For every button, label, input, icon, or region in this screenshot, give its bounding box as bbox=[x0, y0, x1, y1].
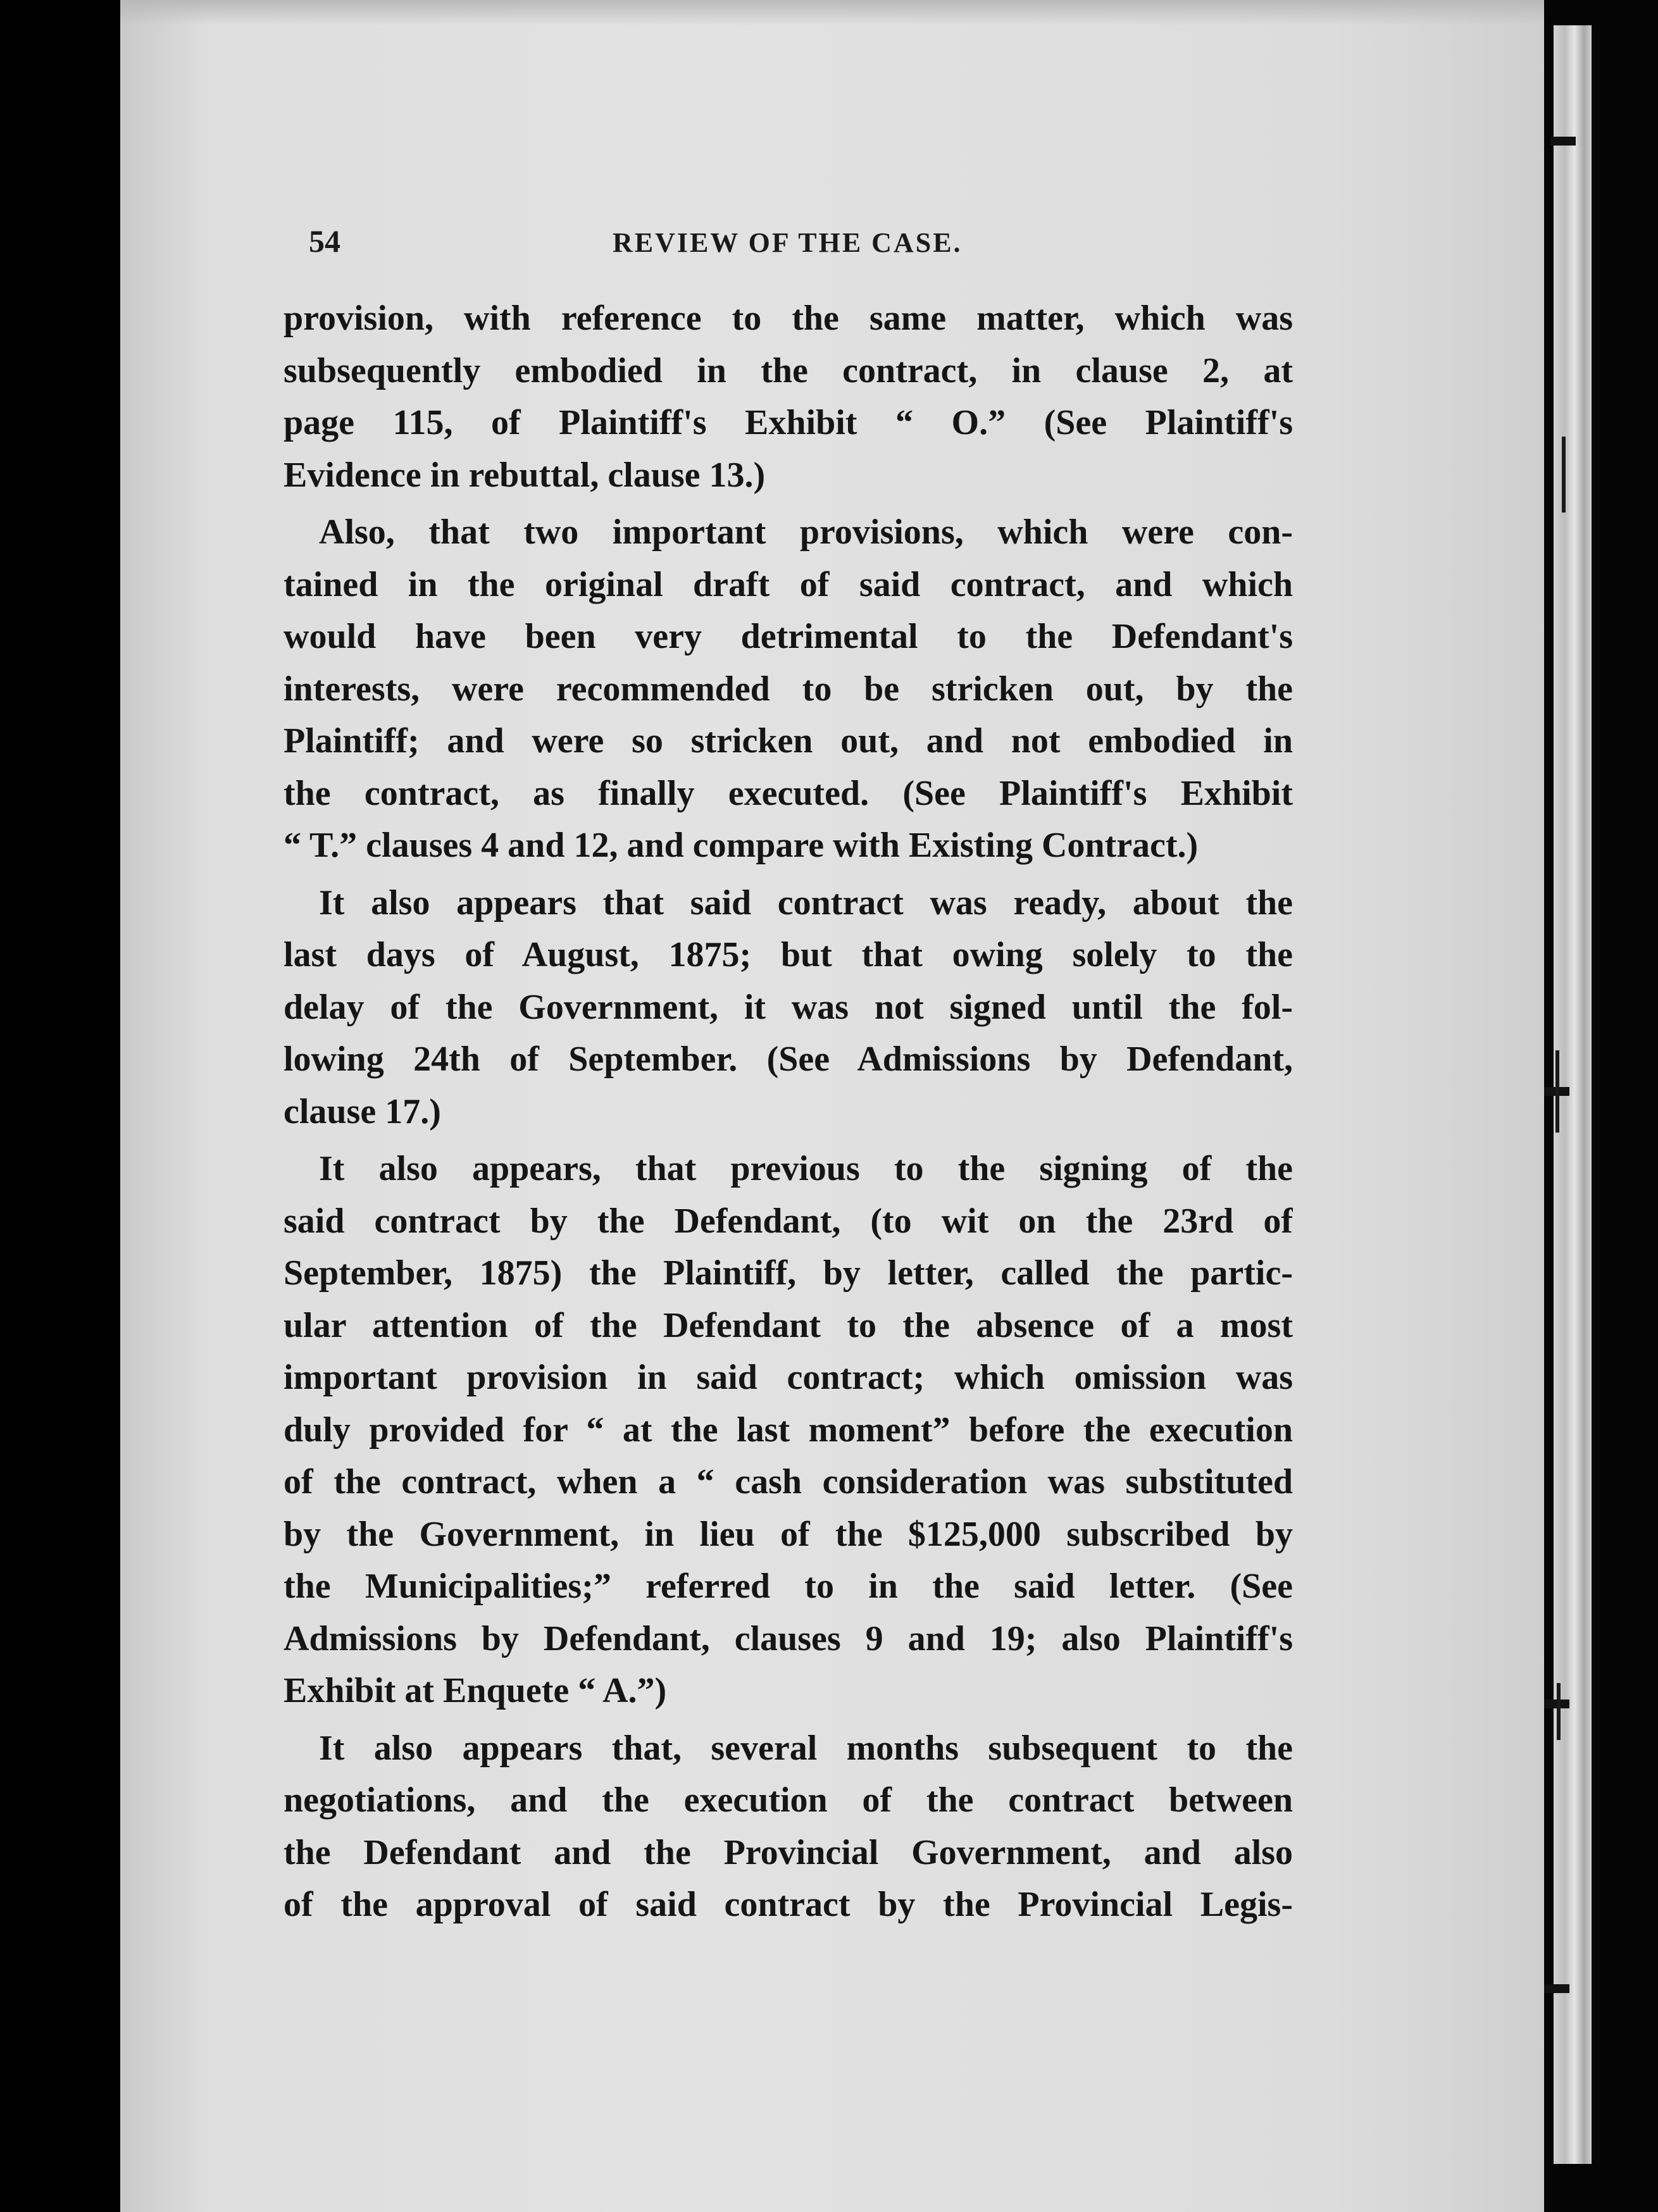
binding-thread bbox=[1555, 1050, 1559, 1133]
paragraph-4 bbox=[284, 1143, 1293, 1717]
text-line: provision, with reference to the same matter, which was bbox=[284, 299, 1293, 338]
text-line: ular attention of the Defendant to the absence of a most bbox=[284, 1305, 1293, 1345]
text-line: Plaintiff; and were so stricken out, and not embodied in bbox=[284, 721, 1293, 761]
text-line: Admissions by Defendant, clauses 9 and 19; also Plaintiff's bbox=[284, 1619, 1293, 1658]
text-line: “ T.” clauses 4 and 12, and compare with Existing Contract.) bbox=[284, 826, 1199, 865]
binding-thread bbox=[1562, 437, 1566, 513]
text-line: would have been very detrimental to the Defendant's bbox=[284, 617, 1293, 656]
binding-stitch bbox=[1544, 1984, 1569, 1993]
text-line: the Defendant and the Provincial Government, and also bbox=[284, 1832, 1293, 1872]
page-shadow bbox=[120, 0, 1544, 25]
text-line: the contract, as finally executed. (See Plaintiff's Exhibit bbox=[284, 773, 1293, 813]
page-number: 54 bbox=[309, 223, 340, 259]
text-line: Exhibit at Enquete “ A.”) bbox=[284, 1671, 667, 1710]
text-line: interests, were recommended to be stricken out, by the bbox=[284, 669, 1293, 709]
text-line: tained in the original draft of said contract, and which bbox=[284, 564, 1293, 604]
text-line: Also, that two important provisions, which were con- bbox=[319, 513, 1293, 552]
text-line: lowing 24th of September. (See Admissions by Defendant, bbox=[284, 1040, 1293, 1079]
paragraph-3 bbox=[284, 877, 1293, 1138]
text-line: September, 1875) the Plaintiff, by letter, called the partic- bbox=[284, 1253, 1293, 1293]
text-line: subsequently embodied in the contract, in clause 2, at bbox=[284, 351, 1293, 390]
binding-thread bbox=[1557, 1683, 1561, 1740]
running-header bbox=[309, 223, 1283, 267]
text-line: Evidence in rebuttal, clause 13.) bbox=[284, 455, 766, 495]
text-line: of the contract, when a “ cash consideration was substituted bbox=[284, 1462, 1293, 1501]
text-line: said contract by the Defendant, (to wit on the 23rd of bbox=[284, 1201, 1293, 1241]
text-line: page 115, of Plaintiff's Exhibit “ O.” (See Plaintiff's bbox=[284, 403, 1293, 442]
paragraph-1 bbox=[284, 292, 1293, 501]
text-line: important provision in said contract; which omission was bbox=[284, 1358, 1293, 1397]
text-line: clause 17.) bbox=[284, 1091, 441, 1131]
binding-stitch bbox=[1550, 137, 1576, 146]
text-line: duly provided for “ at the last moment” before the execution bbox=[284, 1410, 1293, 1450]
text-line: It also appears that, several months subsequent to the bbox=[319, 1728, 1293, 1768]
running-title: REVIEW OF THE CASE. bbox=[613, 227, 963, 258]
text-line: by the Government, in lieu of the $125,000 subscribed by bbox=[284, 1514, 1293, 1554]
paragraph-5 bbox=[284, 1722, 1293, 1931]
text-line: delay of the Government, it was not signed until the fol- bbox=[284, 987, 1293, 1027]
text-line: of the approval of said contract by the Provincial Legis- bbox=[284, 1885, 1293, 1924]
text-line: It also appears that said contract was ready, about the bbox=[319, 883, 1293, 923]
text-line: last days of August, 1875; but that owing solely to the bbox=[284, 935, 1293, 974]
text-line: It also appears, that previous to the signing of the bbox=[319, 1149, 1293, 1188]
text-line: negotiations, and the execution of the contract between bbox=[284, 1780, 1293, 1820]
paragraph-2 bbox=[284, 506, 1293, 872]
text-line: the Municipalities;” referred to in the said letter. (See bbox=[284, 1567, 1293, 1606]
body-text bbox=[284, 292, 1293, 1931]
